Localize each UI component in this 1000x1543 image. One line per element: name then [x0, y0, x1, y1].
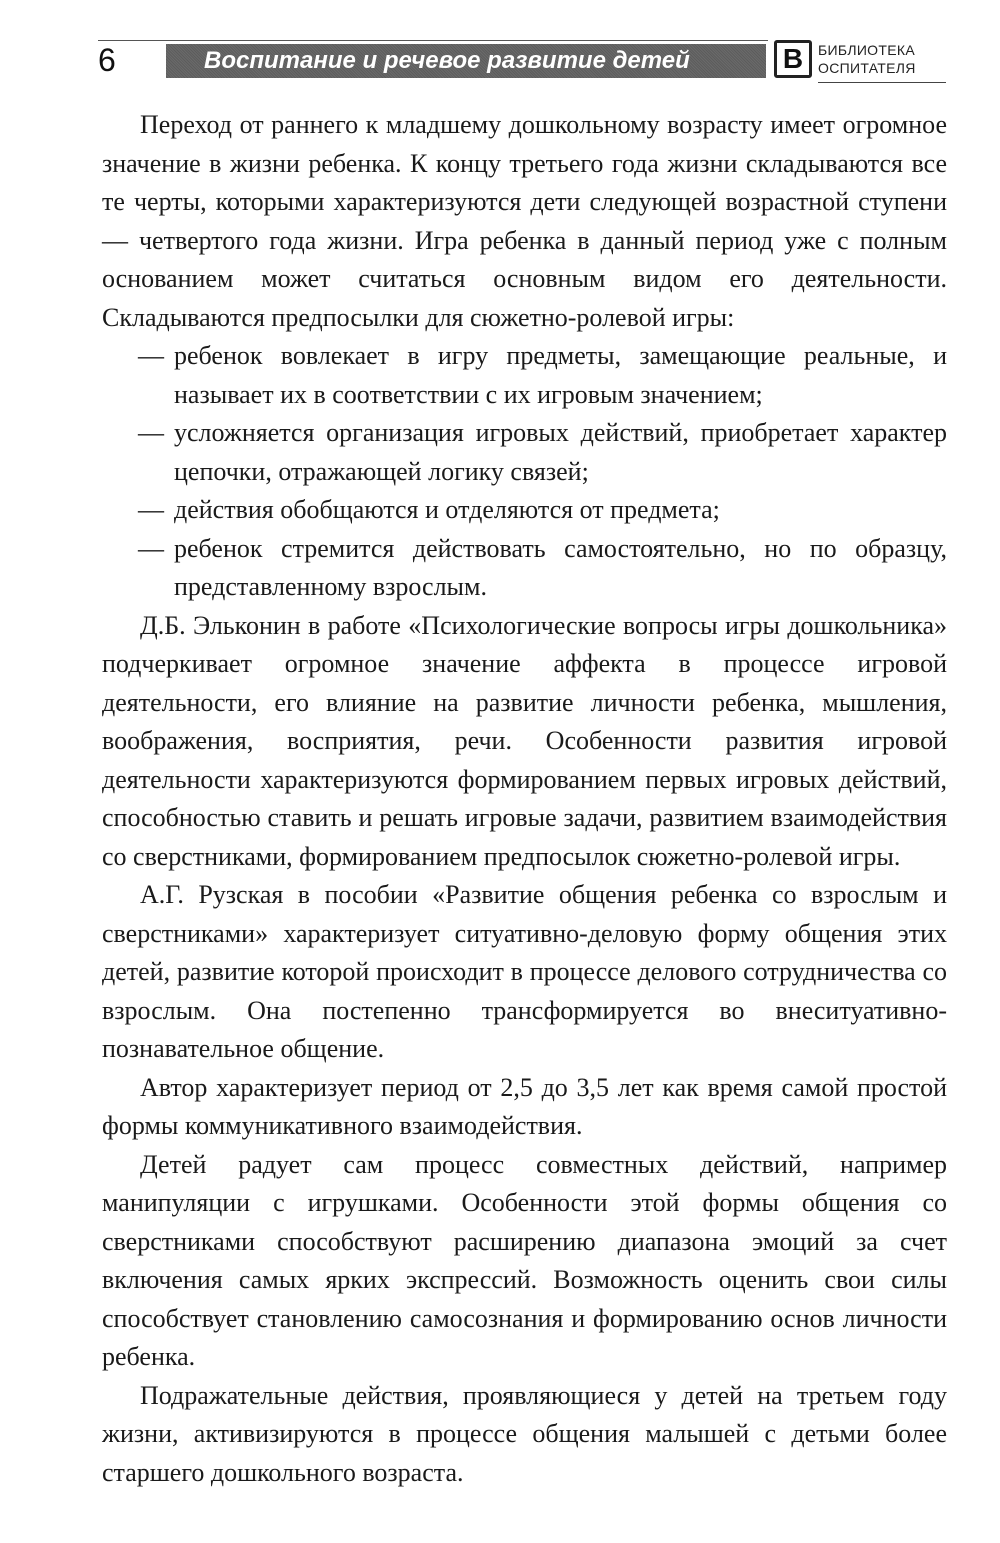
logo-underline — [818, 82, 946, 83]
paragraph-ruzskaya: А.Г. Рузская в пособии «Развитие общения ребенка со взрослым и сверстниками» характеризует ситуативно-деловую форму общения этих детей, развитие которой происходит в процессе делового сотрудничества со взрослым. Она постепенно трансформируется во внеситуативно-познавательное общение. — [102, 880, 947, 1063]
paragraph-imitation: Подражательные действия, проявляющиеся у детей на третьем году жизни, активизируются в процессе общения малышей с детьми более старшего дошкольного возраста. — [102, 1380, 947, 1487]
logo-letter-box: B — [774, 40, 812, 78]
dash-marker: — — [138, 533, 164, 563]
list-item — [102, 530, 947, 607]
list-item-text: ребенок вовлекает в игру предметы, замещающие реальные, и называет их в соответствии с их игровым значением; — [174, 341, 947, 409]
running-title: Воспитание и речевое развитие детей — [204, 47, 690, 74]
list-item — [102, 414, 947, 491]
header-rule — [98, 40, 768, 41]
logo-text-line1: БИБЛИОТЕКА — [818, 42, 915, 58]
page-header — [98, 38, 946, 86]
prerequisites-list — [102, 337, 947, 607]
list-item — [102, 337, 947, 414]
running-title-bar — [166, 44, 766, 78]
dash-marker: — — [138, 495, 164, 524]
page-body — [102, 106, 947, 1492]
paragraph-joint-actions: Детей радует сам процесс совместных действий, например манипуляции с игрушками. Особенности этой формы общения со сверстниками способствуют расширению диапазона эмоций за счет включения самых ярких экспрессий. Возможность оценить свои силы способствует становлению самосознания и формированию основ личности ребенка. — [102, 1149, 947, 1371]
page-number: 6 — [98, 42, 116, 78]
list-item-text: ребенок стремится действовать самостоятельно, но по образцу, представленному взрослым. — [174, 533, 947, 601]
paragraph-elkonin: Д.Б. Эльконин в работе «Психологические вопросы игры дошкольника» подчеркивает огромное значение аффекта в процессе игровой деятельности, его влияние на развитие личности ребенка, мышления, воображения, восприятия, речи. Особенности развития игровой деятельности характеризуются формированием первых игровых действий, способностью ставить и решать игровые задачи, развитием взаимодействия со сверстниками, формированием предпосылок сюжетно-ролевой игры. — [102, 610, 947, 871]
intro-paragraph: Переход от раннего к младшему дошкольному возрасту имеет огромное значение в жизни ребенка. К концу третьего года жизни складываются все те черты, которыми характеризуются дети следующей возрастной ступени — четвертого года жизни. Игра ребенка в данный период уже с полным основанием может считаться основным видом его деятельности. Складываются предпосылки для сюжетно-ролевой игры: — [102, 110, 947, 332]
paragraph-author-period: Автор характеризует период от 2,5 до 3,5 лет как время самой простой формы коммуникативного взаимодействия. — [102, 1072, 947, 1140]
list-item-text: действия обобщаются и отделяются от предмета; — [174, 495, 720, 524]
dash-marker: — — [138, 418, 164, 447]
series-logo — [774, 40, 946, 84]
dash-marker: — — [138, 341, 164, 370]
list-item-text: усложняется организация игровых действий, приобретает характер цепочки, отражающей логику связей; — [174, 418, 947, 486]
list-item — [102, 491, 947, 530]
logo-text-line2: ОСПИТАТЕЛЯ — [818, 60, 916, 76]
